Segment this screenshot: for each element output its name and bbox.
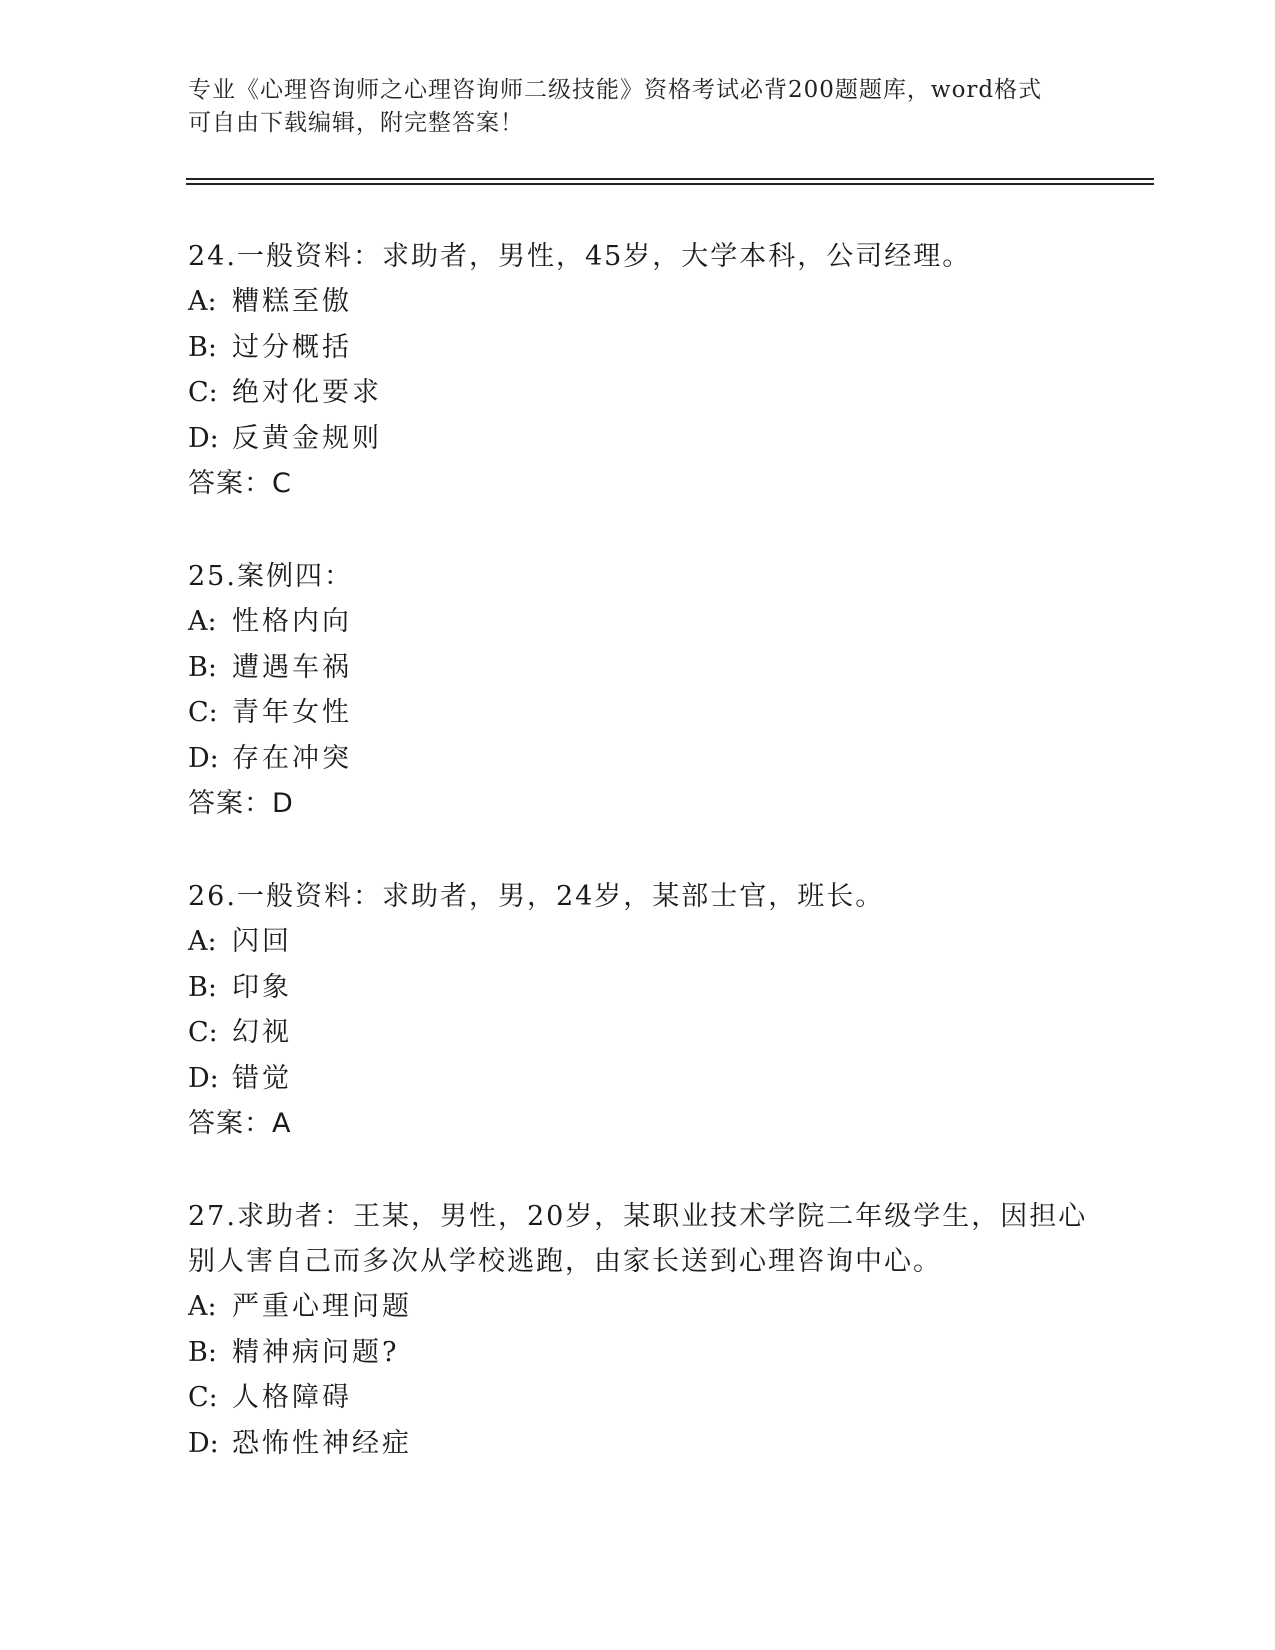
- question-25: [188, 554, 1088, 827]
- option-letter: D:: [188, 1427, 219, 1459]
- question-stem-line-2: 别人害自己而多次从学校逃跑，由家长送到心理咨询中心。: [188, 1246, 942, 1277]
- option-text: 过分概括: [232, 331, 352, 363]
- answer: 答案：C: [188, 468, 292, 500]
- question-stem-line-1: 27.求助者：王某，男性，20岁，某职业技术学院二年级学生，因担心: [188, 1201, 1088, 1232]
- option-letter: D:: [188, 422, 219, 454]
- option-text: 幻视: [232, 1017, 292, 1049]
- option-c: [188, 370, 1088, 416]
- question-stem: 25.案例四：: [188, 561, 353, 592]
- option-text: 闪回: [232, 926, 292, 957]
- option-c: [188, 690, 1088, 736]
- document-header: [188, 74, 1088, 140]
- question-27: [188, 1194, 1088, 1466]
- option-text: 恐怖性神经症: [232, 1427, 412, 1459]
- option-letter: B:: [188, 1336, 217, 1368]
- option-text: 存在冲突: [232, 742, 352, 774]
- option-d: [188, 1421, 1088, 1467]
- option-letter: A:: [188, 606, 217, 637]
- option-letter: C:: [188, 697, 218, 729]
- option-letter: B:: [188, 331, 217, 363]
- option-letter: C:: [188, 1017, 218, 1049]
- option-a: [188, 1284, 1088, 1330]
- question-26: [188, 874, 1088, 1147]
- option-c: [188, 1010, 1088, 1056]
- option-b: [188, 645, 1088, 691]
- header-divider-top: [186, 178, 1154, 180]
- option-text: 严重心理问题: [232, 1291, 412, 1322]
- option-text: 印象: [232, 971, 292, 1003]
- header-line-1: 专业《心理咨询师之心理咨询师二级技能》资格考试必背200题题库，word格式: [188, 77, 1043, 103]
- option-text: 绝对化要求: [232, 377, 382, 409]
- question-stem: 24.一般资料：求助者，男性，45岁，大学本科，公司经理。: [188, 241, 972, 272]
- option-a: [188, 919, 1088, 965]
- option-b: [188, 965, 1088, 1011]
- option-letter: D:: [188, 1062, 219, 1094]
- option-b: [188, 1330, 1088, 1376]
- question-stem: 26.一般资料：求助者，男，24岁，某部士官，班长。: [188, 881, 885, 912]
- option-letter: C:: [188, 377, 218, 409]
- header-divider-bottom: [186, 183, 1154, 185]
- answer: 答案：D: [188, 788, 294, 820]
- option-d: [188, 416, 1088, 462]
- header-line-2: 可自由下载编辑，附完整答案！: [188, 110, 524, 136]
- option-letter: B:: [188, 651, 217, 683]
- question-24: [188, 234, 1088, 507]
- answer: 答案：A: [188, 1108, 292, 1140]
- option-letter: A:: [188, 1291, 217, 1322]
- option-letter: B:: [188, 971, 217, 1003]
- option-text: 遭遇车祸: [232, 651, 352, 683]
- option-text: 糟糕至傲: [232, 286, 352, 317]
- option-text: 青年女性: [232, 697, 352, 729]
- option-c: [188, 1375, 1088, 1421]
- option-letter: A:: [188, 286, 217, 317]
- option-d: [188, 1056, 1088, 1102]
- option-text: 性格内向: [232, 606, 352, 637]
- option-letter: C:: [188, 1382, 218, 1414]
- option-d: [188, 736, 1088, 782]
- option-letter: D:: [188, 742, 219, 774]
- option-b: [188, 325, 1088, 371]
- option-text: 精神病问题?: [232, 1336, 400, 1368]
- option-text: 错觉: [232, 1062, 292, 1094]
- option-a: [188, 279, 1088, 325]
- option-text: 人格障碍: [232, 1382, 352, 1414]
- option-letter: A:: [188, 926, 217, 957]
- option-a: [188, 599, 1088, 645]
- option-text: 反黄金规则: [232, 422, 382, 454]
